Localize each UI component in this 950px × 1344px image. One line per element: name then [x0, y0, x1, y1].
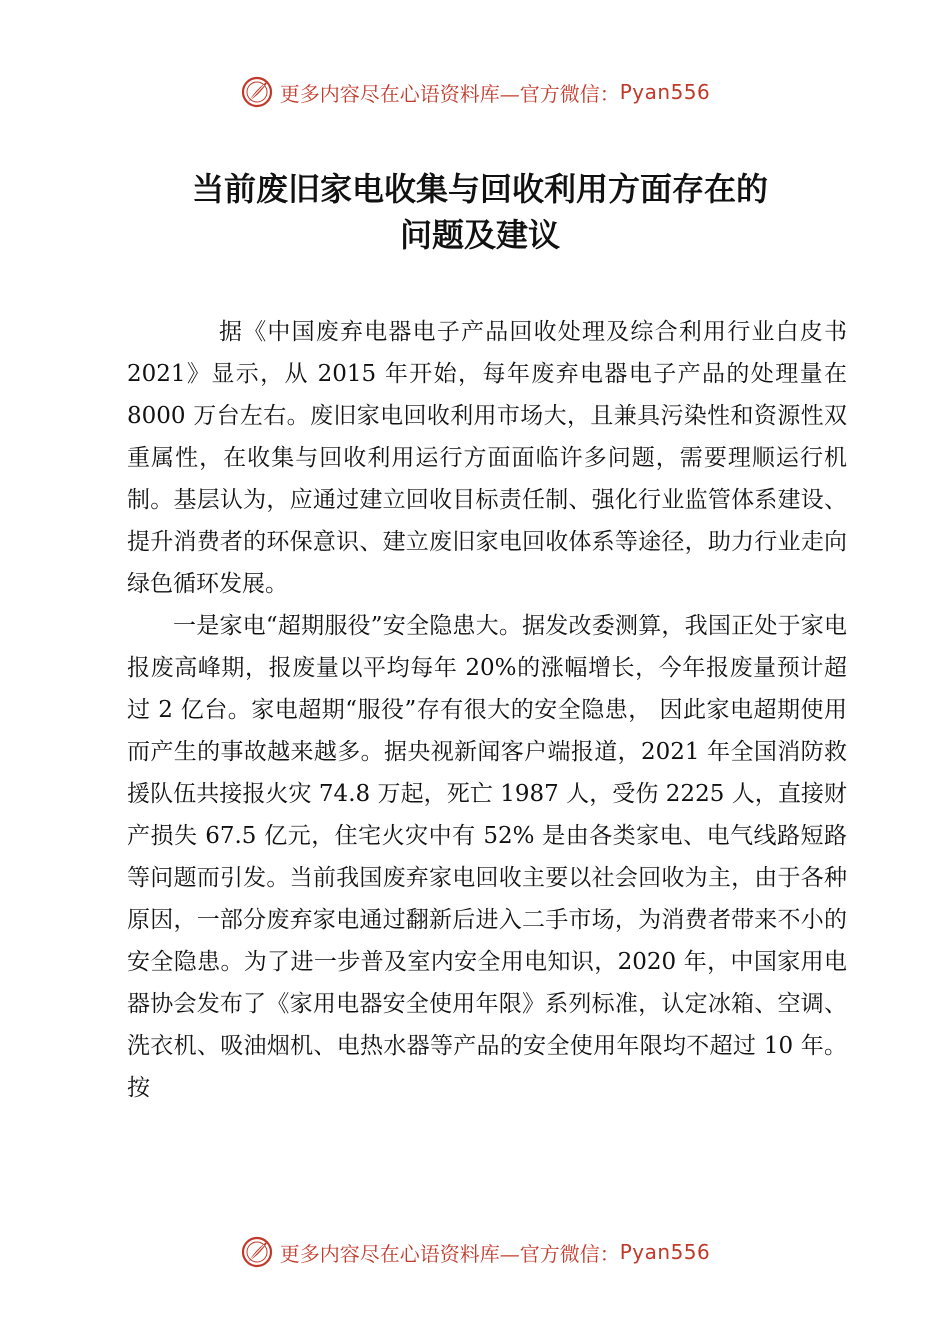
- banner-wechat-label: 官方微信：: [519, 81, 620, 106]
- banner-text: 更多内容尽在心语资料库—: [279, 1241, 520, 1266]
- title-line-1: 当前废旧家电收集与回收利用方面存在的: [191, 170, 768, 208]
- feather-stamp-icon: [240, 1235, 274, 1269]
- header-banner: [0, 72, 950, 112]
- banner-wechat-id: Pyan556: [619, 1240, 711, 1264]
- banner-wechat-label: 官方微信：: [519, 1241, 620, 1266]
- banner-wechat-id: Pyan556: [619, 80, 711, 104]
- paragraph-intro: 据《中国废弃电器电子产品回收处理及综合利用行业白皮书2021》显示，从 2015 年开始，每年废弃电器电子产品的处理量在 8000 万台左右。废旧家电回收利用市场大，且兼具污染性和资源性双重属性，在收集与回收利用运行方面面临许多问题，需要理顺运行机制。基层认为，应通过建立回收目标责任制、强化行业监管体系建设、提升消费者的环保意识、建立废旧家电回收体系等途径，助力行业走向绿色循环发展。: [127, 319, 847, 597]
- banner-text: 更多内容尽在心语资料库—: [279, 81, 520, 106]
- paragraph-point-1: 一是家电“超期服役”安全隐患大。据发改委测算，我国正处于家电报废高峰期，报废量以平均每年 20%的涨幅增长，今年报废量预计超过 2 亿台。家电超期“服役”存有很大的安全隐患， 因此家电超期使用而产生的事故越来越多。据央视新闻客户端报道，2021 年全国消防救援队伍共接报火灾 74.8 万起，死亡 1987 人，受伤 2225 人，直接财产损失 67.5 亿元，住宅火灾中有 52% 是由各类家电、电气线路短路等问题而引发。当前我国废弃家电回收主要以社会回收为主，由于各种原因，一部分废弃家电通过翻新后进入二手市场，为消费者带来不小的安全隐患。为了进一步普及室内安全用电知识，2020 年，中国家用电器协会发布了《家用电器安全使用年限》系列标准，认定冰箱、空调、洗衣机、吸油烟机、电热水器等产品的安全使用年限均不超过 10 年。按: [127, 613, 847, 1101]
- title-line-2: 问题及建议: [399, 216, 560, 254]
- footer-banner: [0, 1232, 950, 1272]
- document-body: [127, 311, 847, 1109]
- document-title: [90, 166, 870, 258]
- feather-stamp-icon: [240, 75, 274, 109]
